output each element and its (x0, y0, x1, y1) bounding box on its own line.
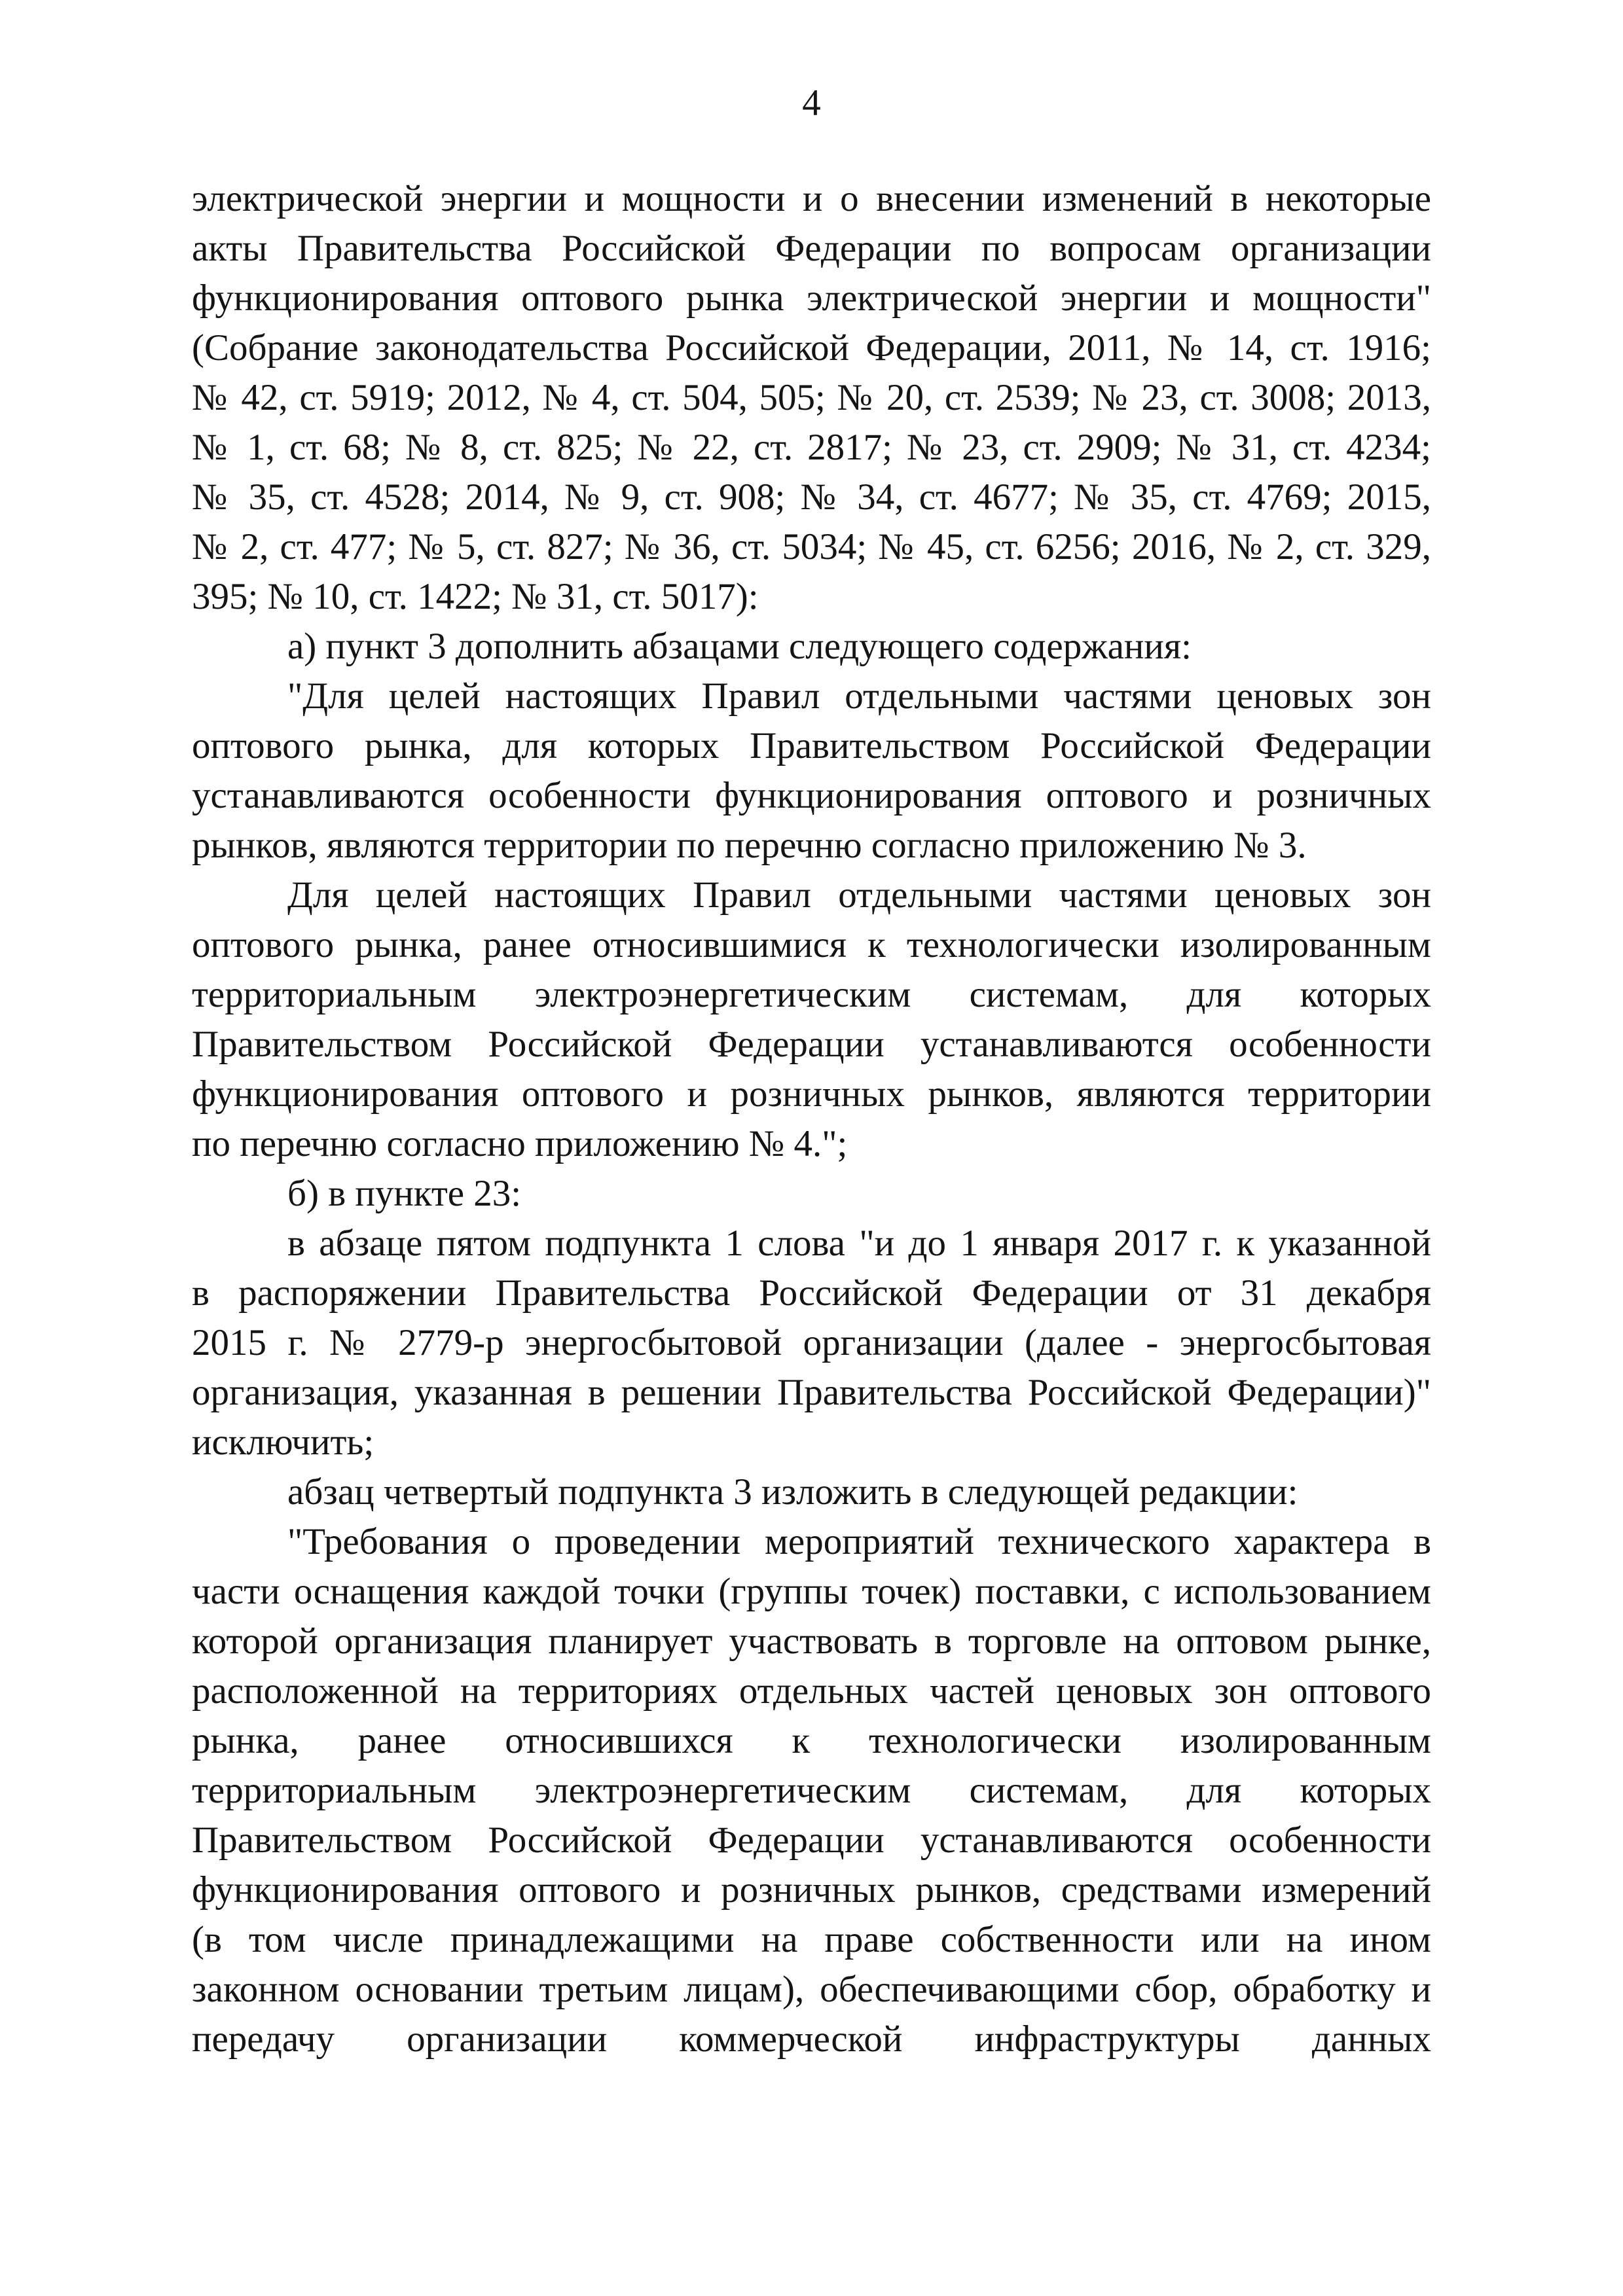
paragraph (192, 1219, 1431, 1467)
paragraph (192, 672, 1431, 870)
text-line: которой организация планирует участвовать в торговле на оптовом рынке, (192, 1621, 1431, 1662)
text-line: 2015 г. № 2779-р энергосбытовой организации (далее - энергосбытовая (192, 1322, 1431, 1363)
text-line: № 42, ст. 5919; 2012, № 4, ст. 504, 505; № 20, ст. 2539; № 23, ст. 3008; 2013, (192, 377, 1431, 418)
paragraph (192, 1517, 1431, 2064)
page-number: 4 (802, 82, 821, 124)
text-line: территориальным электроэнергетическим системам, для которых (192, 1770, 1431, 1811)
text-line: 395; № 10, ст. 1422; № 31, ст. 5017): (192, 576, 759, 617)
text-line: в распоряжении Правительства Российской Федерации от 31 декабря (192, 1272, 1431, 1314)
paragraph (192, 1467, 1431, 1517)
text-line: передачу организации коммерческой инфраструктуры данных (192, 2018, 1431, 2060)
text-line: № 2, ст. 477; № 5, ст. 827; № 36, ст. 5034; № 45, ст. 6256; 2016, № 2, ст. 329, (192, 526, 1431, 567)
paragraph (192, 174, 1431, 622)
text-line: устанавливаются особенности функционирования оптового и розничных (192, 775, 1431, 816)
text-line: функционирования оптового рынка электрической энергии и мощности" (192, 278, 1431, 319)
text-line: организация, указанная в решении Правительства Российской Федерации)" (192, 1372, 1431, 1413)
paragraph (192, 622, 1431, 672)
text-line: рынка, ранее относившихся к технологически изолированным (192, 1720, 1431, 1761)
text-line: Для целей настоящих Правил отдельными частями ценовых зон (287, 874, 1431, 916)
text-line: Правительством Российской Федерации устанавливаются особенности (192, 1820, 1431, 1861)
text-line: а) пункт 3 дополнить абзацами следующего содержания: (287, 626, 1192, 667)
text-line: в абзаце пятом подпункта 1 слова "и до 1 января 2017 г. к указанной (287, 1223, 1431, 1264)
text-line: по перечню согласно приложению № 4."; (192, 1123, 848, 1164)
paragraph (192, 870, 1431, 1169)
text-line: территориальным электроэнергетическим системам, для которых (192, 974, 1431, 1015)
text-line: (Собрание законодательства Российской Федерации, 2011, № 14, ст. 1916; (192, 327, 1431, 368)
text-line: "Требования о проведении мероприятий технического характера в (287, 1521, 1431, 1562)
paragraph (192, 1169, 1431, 1219)
document-body (192, 174, 1431, 2064)
text-line: функционирования оптового и розничных рынков, средствами измерений (192, 1869, 1431, 1910)
text-line: "Для целей настоящих Правил отдельными частями ценовых зон (287, 675, 1431, 717)
text-line: законном основании третьим лицам), обеспечивающими сбор, обработку и (192, 1969, 1431, 2010)
text-line: части оснащения каждой точки (группы точек) поставки, с использованием (192, 1571, 1431, 1612)
text-line: Правительством Российской Федерации устанавливаются особенности (192, 1024, 1431, 1065)
text-line: электрической энергии и мощности и о внесении изменений в некоторые (192, 178, 1431, 219)
text-line: оптового рынка, для которых Правительством Российской Федерации (192, 725, 1431, 766)
text-line: б) в пункте 23: (287, 1173, 522, 1214)
text-line: расположенной на территориях отдельных частей ценовых зон оптового (192, 1670, 1431, 1712)
text-line: акты Правительства Российской Федерации по вопросам организации (192, 228, 1431, 269)
text-line: исключить; (192, 1422, 374, 1463)
text-line: оптового рынка, ранее относившимися к технологически изолированным (192, 924, 1431, 965)
text-line: рынков, являются территории по перечню согласно приложению № 3. (192, 825, 1307, 866)
text-line: № 1, ст. 68; № 8, ст. 825; № 22, ст. 2817; № 23, ст. 2909; № 31, ст. 4234; (192, 427, 1431, 468)
text-line: абзац четвертый подпункта 3 изложить в следующей редакции: (287, 1471, 1298, 1513)
text-line: функционирования оптового и розничных рынков, являются территории (192, 1073, 1431, 1115)
text-line: (в том числе принадлежащими на праве собственности или на ином (192, 1919, 1431, 1960)
text-line: № 35, ст. 4528; 2014, № 9, ст. 908; № 34, ст. 4677; № 35, ст. 4769; 2015, (192, 476, 1431, 518)
